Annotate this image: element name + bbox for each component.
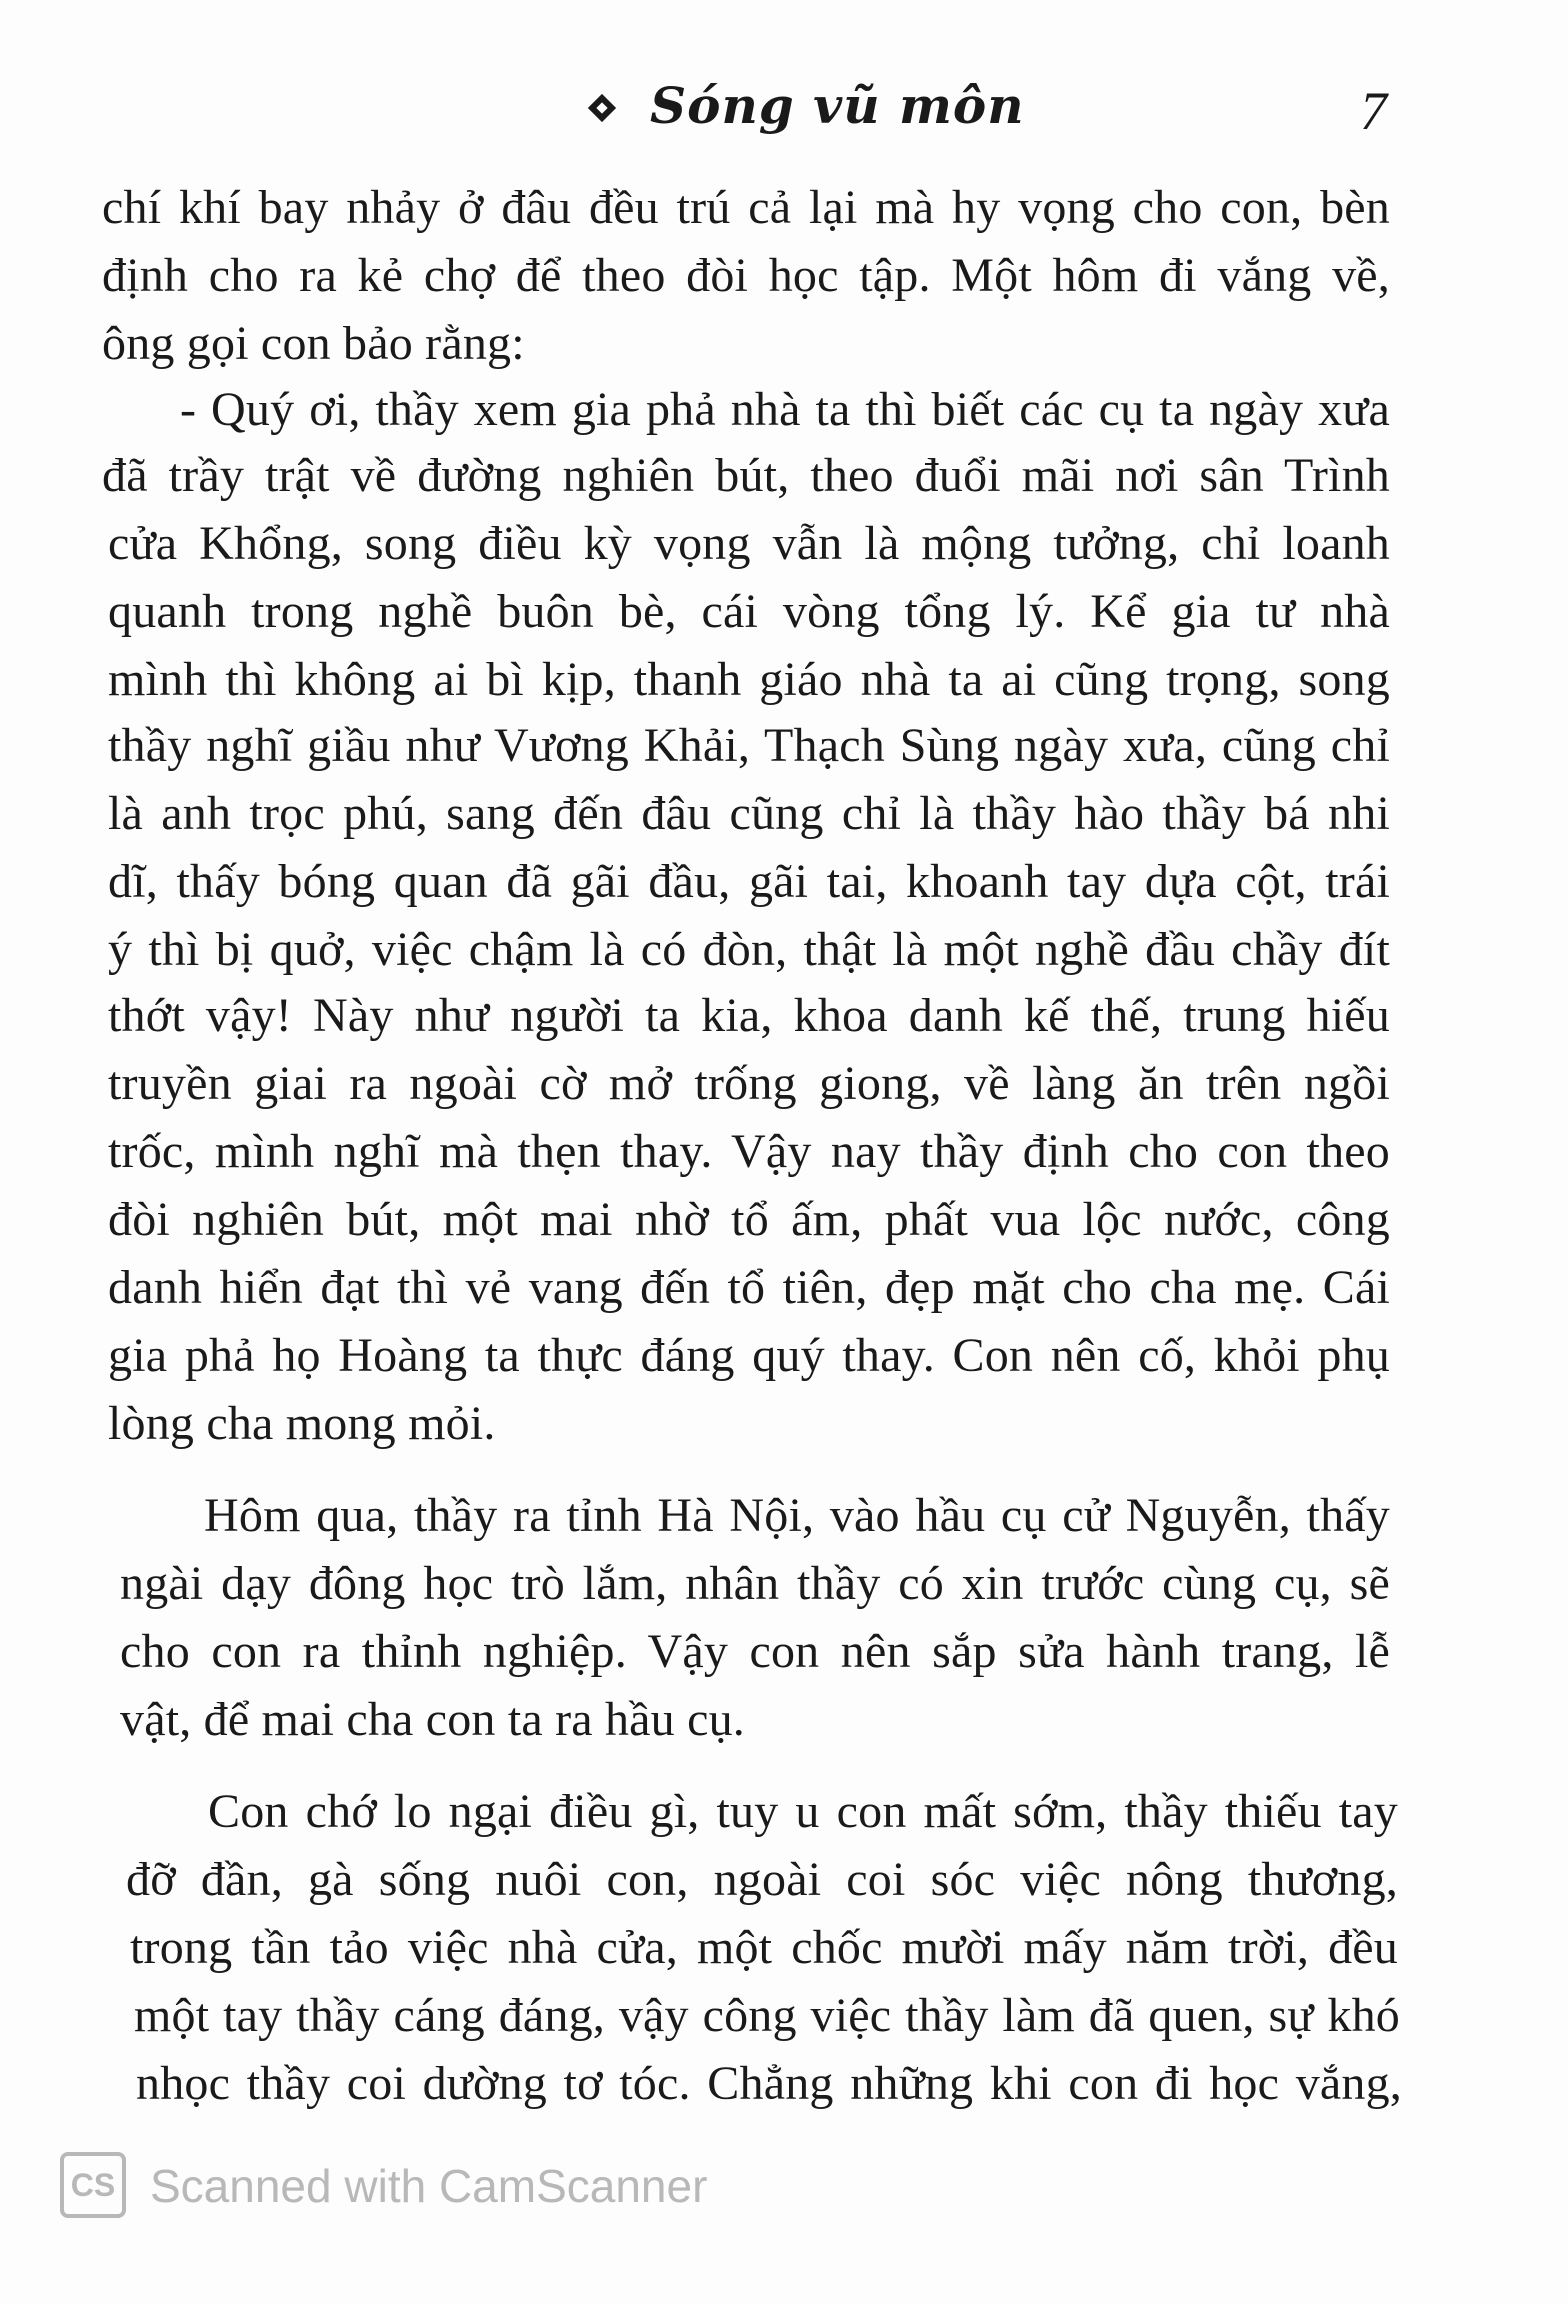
- text-line: lòng cha mong mỏi.: [108, 1397, 496, 1450]
- text-line: đã trầy trật về đường nghiên bút, theo đuổi mãi nơi sân Trình: [102, 449, 1390, 502]
- text-line: ý thì bị quở, việc chậm là có đòn, thật là một nghề đầu chầy đít: [108, 923, 1390, 976]
- text-line: cửa Khổng, song điều kỳ vọng vẫn là mộng tưởng, chỉ loanh: [108, 517, 1390, 570]
- text-line: thầy nghĩ giầu như Vương Khải, Thạch Sùng ngày xưa, cũng chỉ: [108, 719, 1390, 772]
- text-line: Hôm qua, thầy ra tỉnh Hà Nội, vào hầu cụ cử Nguyễn, thấy: [204, 1489, 1390, 1542]
- text-line: dĩ, thấy bóng quan đã gãi đầu, gãi tai, khoanh tay dựa cột, trái: [108, 855, 1390, 908]
- text-line: - Quý ơi, thầy xem gia phả nhà ta thì biết các cụ ta ngày xưa: [180, 383, 1390, 436]
- text-line: thớt vậy! Này như người ta kia, khoa danh kế thế, trung hiếu: [108, 989, 1390, 1042]
- text-line: danh hiển đạt thì vẻ vang đến tổ tiên, đẹp mặt cho cha mẹ. Cái: [108, 1261, 1390, 1314]
- text-line: trong tần tảo việc nhà cửa, một chốc mười mấy năm trời, đều: [130, 1921, 1398, 1974]
- text-line: mình thì không ai bì kịp, thanh giáo nhà ta ai cũng trọng, song: [108, 653, 1390, 706]
- text-line: quanh trong nghề buôn bè, cái vòng tổng lý. Kể gia tư nhà: [108, 585, 1390, 638]
- page-number: 7: [1360, 81, 1387, 141]
- text-line: một tay thầy cáng đáng, vậy công việc thầy làm đã quen, sự khó: [134, 1989, 1400, 2042]
- text-line: Con chớ lo ngại điều gì, tuy u con mất sớm, thầy thiếu tay: [208, 1785, 1398, 1838]
- text-line: đòi nghiên bút, một mai nhờ tổ ấm, phất vua lộc nước, công: [108, 1193, 1390, 1246]
- text-line: truyền giai ra ngoài cờ mở trống giong, về làng ăn trên ngồi: [108, 1057, 1390, 1110]
- text-line: gia phả họ Hoàng ta thực đáng quý thay. Con nên cố, khỏi phụ: [108, 1329, 1390, 1382]
- diamond-ornament-icon: [588, 94, 616, 122]
- text-line: ngài dạy đông học trò lắm, nhân thầy có xin trước cùng cụ, sẽ: [120, 1557, 1390, 1610]
- text-line: chí khí bay nhảy ở đâu đều trú cả lại mà hy vọng cho con, bèn: [102, 181, 1390, 234]
- camscanner-logo-icon: CS: [60, 2152, 126, 2218]
- text-line: là anh trọc phú, sang đến đâu cũng chỉ là thầy hào thầy bá nhi: [108, 787, 1390, 840]
- text-line: định cho ra kẻ chợ để theo đòi học tập. Một hôm đi vắng về,: [102, 249, 1390, 302]
- text-line: đỡ đần, gà sống nuôi con, ngoài coi sóc việc nông thương,: [126, 1853, 1398, 1906]
- text-line: vật, để mai cha con ta ra hầu cụ.: [120, 1693, 745, 1746]
- text-line: cho con ra thỉnh nghiệp. Vậy con nên sắp sửa hành trang, lễ: [120, 1625, 1390, 1678]
- camscanner-watermark: [60, 2152, 820, 2232]
- book-title: Sóng vũ môn: [650, 76, 1025, 135]
- text-line: nhọc thầy coi dường tơ tóc. Chẳng những khi con đi học vắng,: [136, 2057, 1402, 2110]
- watermark-text: Scanned with CamScanner: [150, 2160, 708, 2212]
- text-line: ông gọi con bảo rằng:: [102, 317, 525, 370]
- running-header: [0, 62, 1568, 172]
- text-line: trốc, mình nghĩ mà thẹn thay. Vậy nay thầy định cho con theo: [108, 1125, 1390, 1178]
